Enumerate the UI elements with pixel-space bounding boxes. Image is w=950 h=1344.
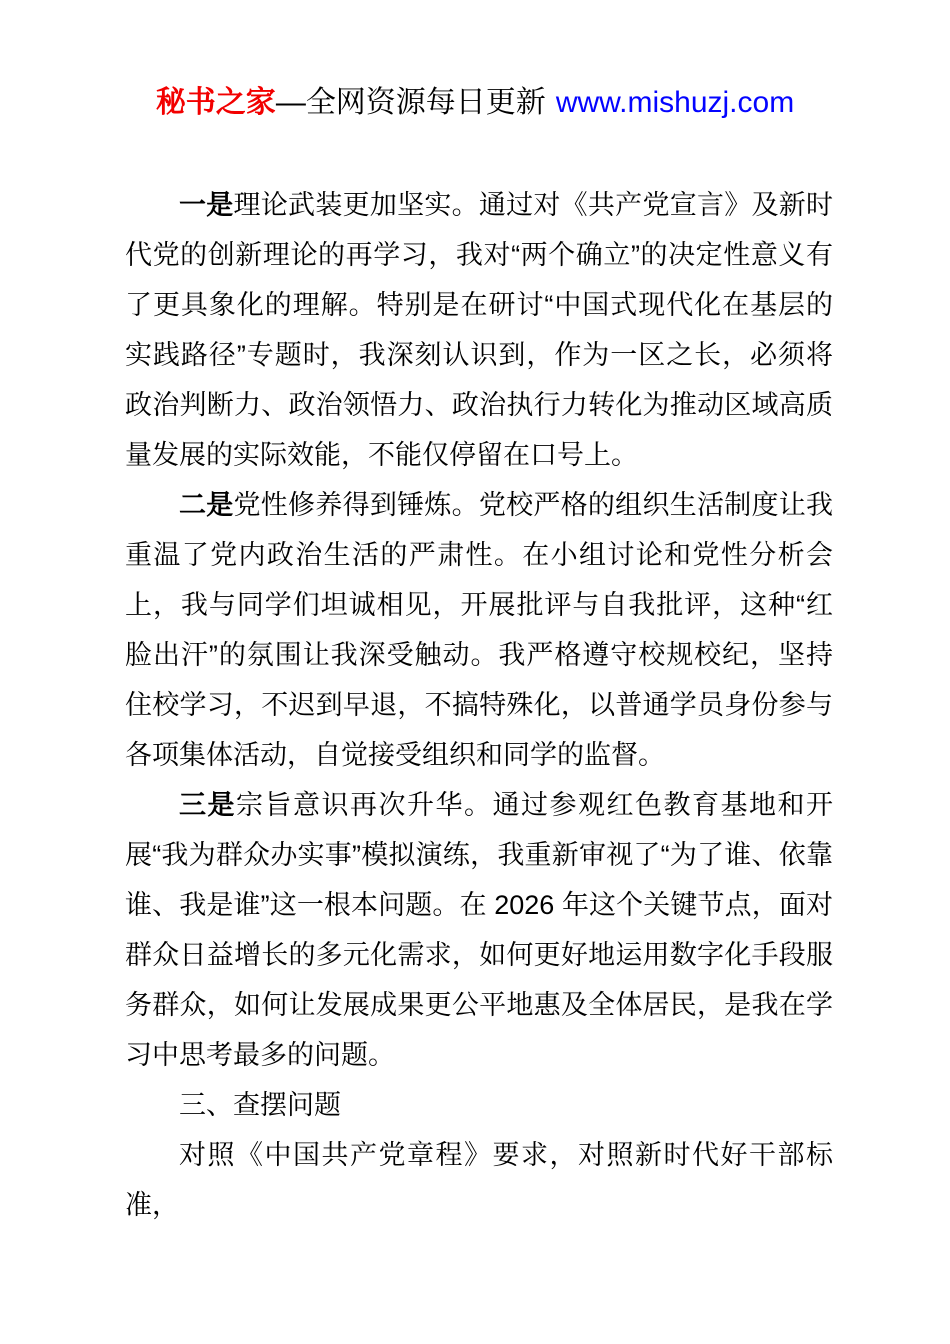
- paragraph-text: 三、查摆问题: [179, 1090, 341, 1120]
- paragraph-text: 党性修养得到锤炼。党校严格的组织生活制度让我重温了党内政治生活的严肃性。在小组讨论和党性分析会上，我与同学们坦诚相见，开展批评与自我批评，这种“红脸出汗”的氛围让我深受触动。我严格遵守校规校纪，坚持住校学习，不迟到早退，不搞特殊化，以普通学员身份参与各项集体活动，自觉接受组织和同学的监督。: [125, 490, 834, 770]
- site-name: 秘书之家: [155, 86, 276, 119]
- site-url-link[interactable]: www.mishuzj.com: [555, 86, 795, 119]
- paragraph-text: 对照《中国共产党章程》要求，对照新时代好干部标准，: [125, 1140, 833, 1220]
- paragraph-point-one: [125, 180, 833, 480]
- paragraph-point-three: [125, 780, 833, 1080]
- paragraph-lead: 三是: [179, 790, 236, 820]
- paragraph-lead: 一是: [179, 190, 234, 220]
- document-body: [125, 180, 833, 1230]
- paragraph-check-problems-intro: [125, 1130, 833, 1230]
- paragraph-text: 宗旨意识再次升华。通过参观红色教育基地和开展“我为群众办实事”模拟演练，我重新审视了“为了谁、依靠谁、我是谁”这一根本问题。在 2026 年这个关键节点，面对群众日益增长的多元化需求，如何更好地运用数字化手段服务群众，如何让发展成果更公平地惠及全体居民，是我在学习中思考最多的问题。: [125, 790, 833, 1070]
- paragraph-text: 理论武装更加坚实。通过对《共产党宣言》及新时代党的创新理论的再学习，我对“两个确立”的决定性意义有了更具象化的理解。特别是在研讨“中国式现代化在基层的实践路径”专题时，我深刻认识到，作为一区之长，必须将政治判断力、政治领悟力、政治执行力转化为推动区域高质量发展的实际效能，不能仅停留在口号上。: [125, 190, 834, 470]
- paragraph-lead: 二是: [179, 490, 234, 520]
- page-header: [0, 87, 950, 119]
- section-heading-check-problems: [125, 1080, 833, 1130]
- site-tagline: —全网资源每日更新: [275, 86, 546, 119]
- paragraph-point-two: [125, 480, 833, 780]
